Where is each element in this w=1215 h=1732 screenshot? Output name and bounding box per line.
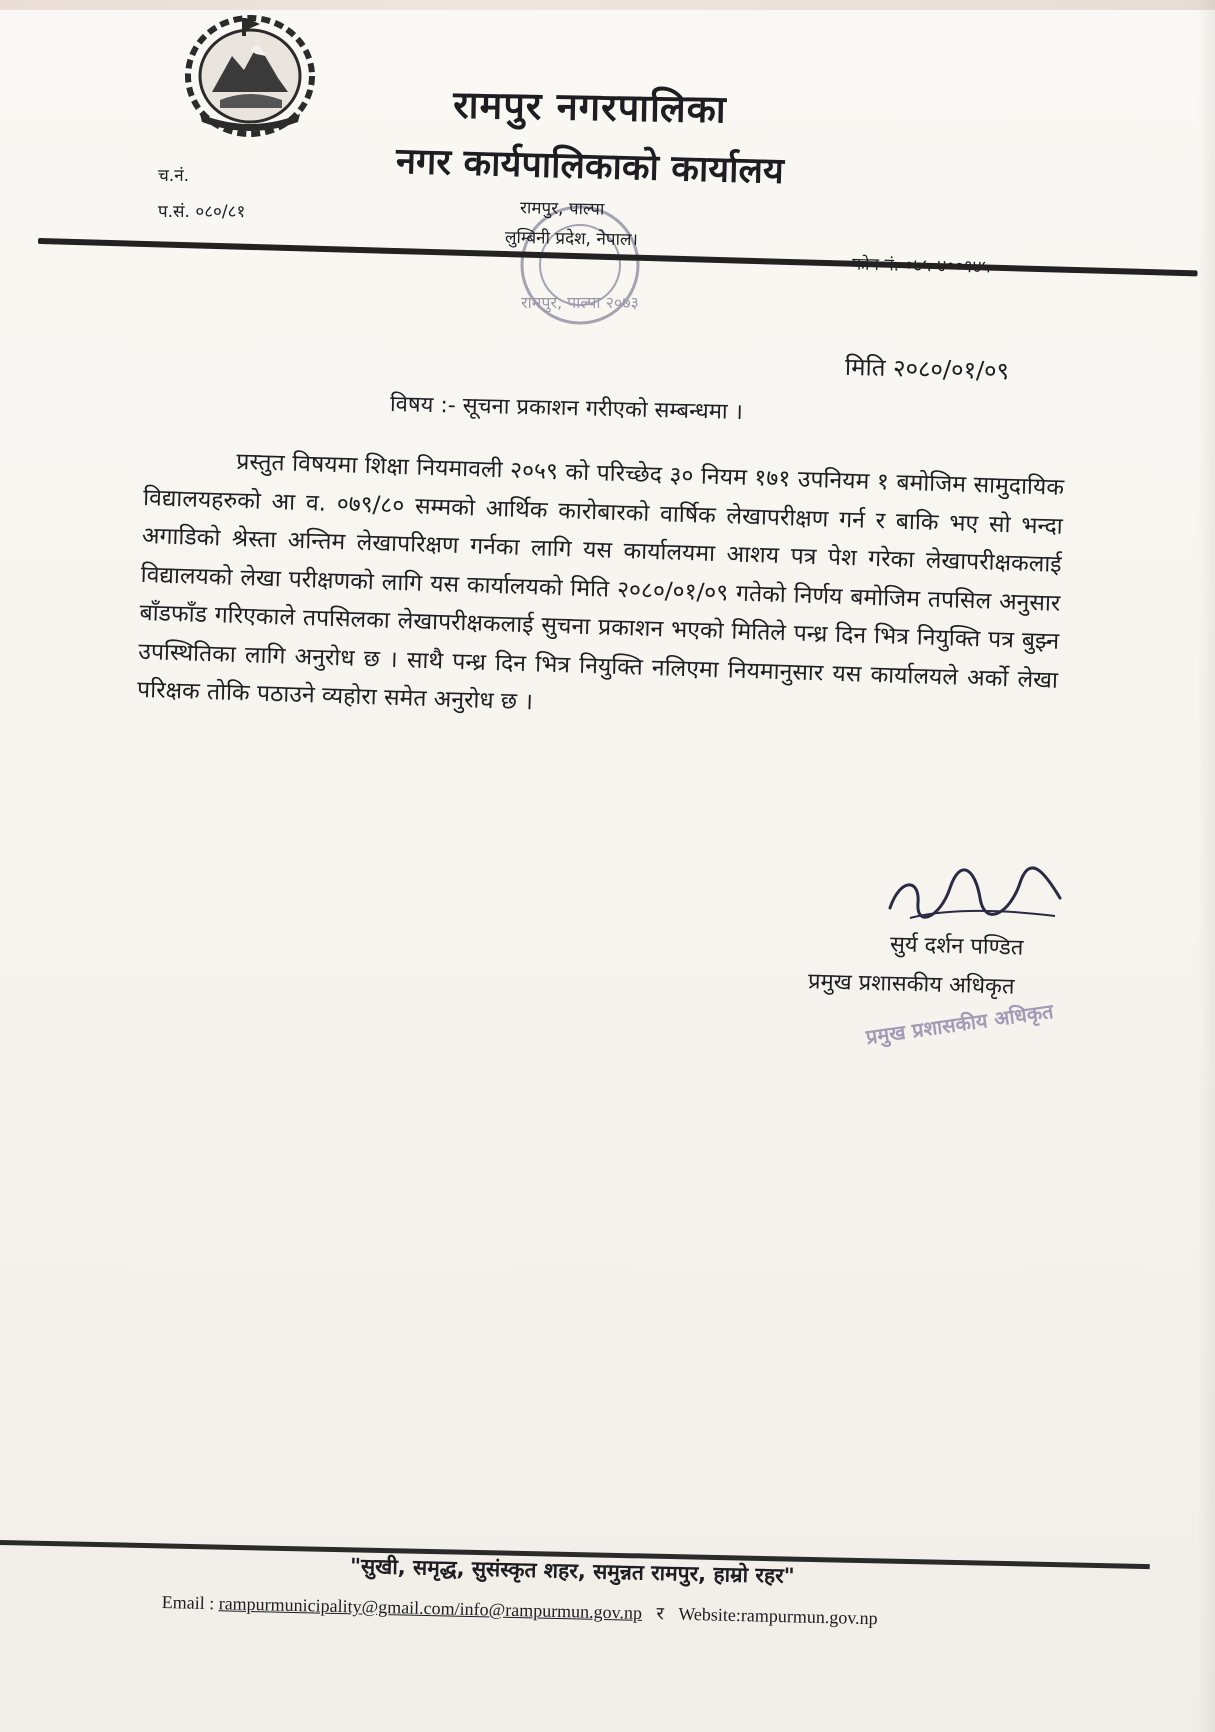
signer-name: सुर्य दर्शन पण्डित — [889, 932, 1024, 961]
paper-shadow — [1197, 0, 1215, 1732]
org-name: रामपुर नगरपालिका — [452, 82, 728, 132]
letter-subject: विषय :- सूचना प्रकाशन गरीएको सम्बन्धमा । — [389, 391, 744, 426]
stamp-text: रामपुर, पाल्पा २०७३ — [521, 293, 639, 312]
letter-meta — [158, 158, 245, 230]
office-name: नगर कार्यपालिकाको कार्यालय — [395, 140, 785, 193]
signer-title: प्रमुख प्रशासकीय अधिकृत — [807, 969, 1015, 1000]
title-stamp: प्रमुख प्रशासकीय अधिकृत — [864, 998, 1055, 1050]
email-link[interactable]: rampurmunicipality@gmail.com/info@rampurmun.gov.np — [218, 1593, 643, 1623]
address-stamp-line1: रामपुर, पाल्पा — [519, 198, 605, 220]
dispatch-number: च.नं. — [158, 166, 190, 186]
footer-motto: "सुखी, समृद्ध, सुसंस्कृत शहर, समुन्नत रामपुर, हाम्रो रहर" — [349, 1553, 795, 1589]
letter-body: प्रस्तुत विषयमा शिक्षा नियमावली २०५९ को परिच्छेद ३० नियम १७१ उपनियम १ बमोजिम सामुदायिक विद्यालयहरुको आ व. ०७९/८० सम्मको आर्थिक कारोबारको वार्षिक लेखापरीक्षण गर्न र बाकि भए सो भन्दा अगाडिको श्रेस्ता अन्तिम लेखापरिक्षण गर्नका लागि यस कार्यालयमा आशय पत्र पेश गरेका लेखापरीक्षकलाई विद्यालयको लेखा परीक्षणको लागि यस कार्यालयको मिति २०८०/०१/०९ गतेको निर्णय बमोजिम तपसिल अनुसार बाँडफाँड गरिएकाले तपसिलका लेखापरीक्षकलाई सुचना प्रकाशन भएको मितिले पन्ध्र दिन भित्र नियुक्ति पत्र बुझ्न उपस्थितिका लागि अनुरोध छ । साथै पन्ध्र दिन भित्र नियुक्ति नलिएमा नियमानुसार यस कार्यालयले अर्को लेखा परिक्षक तोकि पठाउने व्यहोरा समेत अनुरोध छ । — [136, 448, 1065, 716]
letter-number: प.सं. ०८०/८१ — [158, 202, 246, 222]
contact-separator: र — [656, 1603, 665, 1625]
handwritten-signature-icon — [880, 858, 1070, 933]
nepal-government-emblem-icon — [170, 4, 330, 144]
footer-contact — [161, 1590, 878, 1630]
website-link[interactable]: Website:rampurmun.gov.np — [678, 1603, 878, 1629]
letter-date: मिति २०८०/०१/०९ — [844, 352, 1010, 386]
office-header — [330, 80, 850, 193]
email-label: Email : — [161, 1591, 215, 1614]
address-stamp-line2: लुम्बिनी प्रदेश, नेपाल। — [504, 227, 639, 251]
